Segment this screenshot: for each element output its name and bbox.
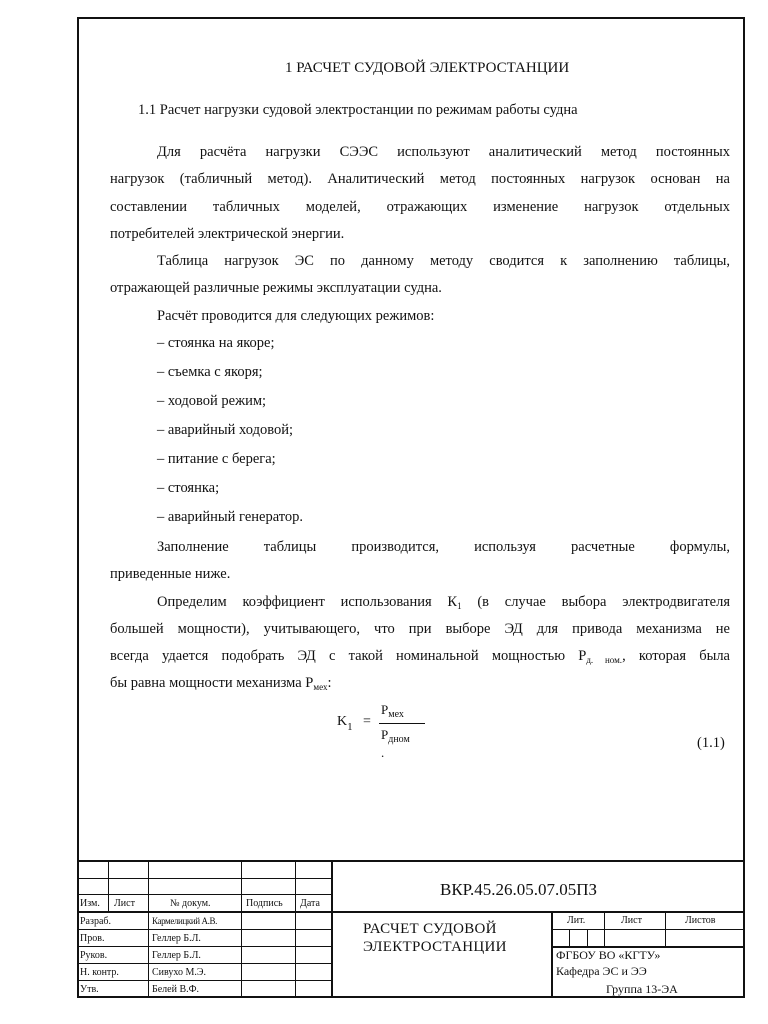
text-line: большей мощности), учитывающего, что при выборе ЭД для привода механизма не [110, 620, 730, 637]
paragraph-formulas [110, 534, 730, 698]
mode-item: – питание с берега; [157, 451, 276, 467]
section-title: 1 РАСЧЕТ СУДОВОЙ ЭЛЕКТРОСТАНЦИИ [285, 60, 570, 76]
text-line: Таблица нагрузок ЭС по данному методу сводится к заполнению таблицы, [157, 253, 730, 270]
header-doc-num: № докум. [170, 898, 211, 909]
document-code: ВКР.45.26.05.07.05ПЗ [440, 880, 598, 899]
mode-item: – стоянка на якоре; [157, 335, 275, 351]
mode-item: – съемка с якоря; [157, 364, 263, 380]
mode-item: – стоянка; [157, 480, 220, 496]
lit-label: Лит. [567, 915, 586, 926]
mode-item: – аварийный генератор. [157, 509, 304, 525]
document-title: РАСЧЕТ СУДОВОЙ ЭЛЕКТРОСТАНЦИИ [363, 921, 507, 955]
sheets-label: Листов [685, 915, 716, 926]
role-label: Пров. [80, 933, 105, 944]
mode-item: – ходовой режим; [157, 393, 267, 409]
formula-denominator: $P_{дном}$ . [381, 727, 410, 760]
text-line: бы равна мощности механизма $Р_{мех}$: [110, 675, 332, 693]
group: Группа 13-ЭА [606, 982, 678, 996]
paragraph-method [110, 139, 730, 330]
text-line: Определим коэффициент использования $К_1$ (в случае выбора электродвигателя [157, 593, 731, 611]
text-line: приведенные ниже. [110, 566, 231, 583]
mode-item: – аварийный ходовой; [157, 422, 294, 438]
text-line: всегда удается подобрать ЭД с такой номинальной мощностью $Р_{д. ном.}$, которая была [110, 648, 730, 666]
role-label: Руков. [80, 950, 108, 961]
role-label: Разраб. [80, 916, 111, 927]
person-name: Белей В.Ф. [152, 984, 200, 995]
text-line: отражающей различные режимы эксплуатации судна. [110, 280, 442, 297]
sheet-label: Лист [621, 915, 642, 926]
organization: ФГБОУ ВО «КГТУ» [556, 948, 661, 962]
header-date: Дата [300, 898, 320, 909]
fraction-bar [379, 723, 425, 724]
role-label: Утв. [80, 984, 99, 995]
formula-equals: = [363, 714, 371, 729]
text-line: Заполнение таблицы производится, используя расчетные формулы, [157, 539, 730, 555]
header-izm: Изм. [80, 898, 100, 909]
department: Кафедра ЭС и ЭЭ [556, 964, 647, 978]
text-line: составлении табличных моделей, отражающих изменение нагрузок отдельных [110, 198, 730, 215]
formula-numerator: $P_{мех}$ [381, 702, 404, 720]
person-name: Геллер Б.Л. [152, 933, 201, 944]
formula-lhs: $K_1$ [337, 714, 353, 733]
subsection-title: 1.1 Расчет нагрузки судовой электростанции по режимам работы судна [138, 102, 578, 118]
text-line: Расчёт проводится для следующих режимов: [157, 307, 435, 324]
person-name: Сивухо М.Э. [152, 967, 207, 978]
header-signature: Подпись [246, 898, 283, 909]
text-line: потребителей электрической энергии. [110, 225, 345, 242]
person-name: Кармелицкий А.В. [152, 916, 217, 926]
text-line: нагрузок (табличный метод). Аналитический метод постоянных нагрузок основан на [110, 171, 730, 188]
role-label: Н. контр. [80, 967, 119, 978]
person-name: Геллер Б.Л. [152, 950, 201, 961]
header-list: Лист [114, 898, 135, 909]
formula-number: (1.1) [697, 735, 725, 751]
text-line: Для расчёта нагрузки СЭЭС используют аналитический метод постоянных [157, 144, 730, 160]
